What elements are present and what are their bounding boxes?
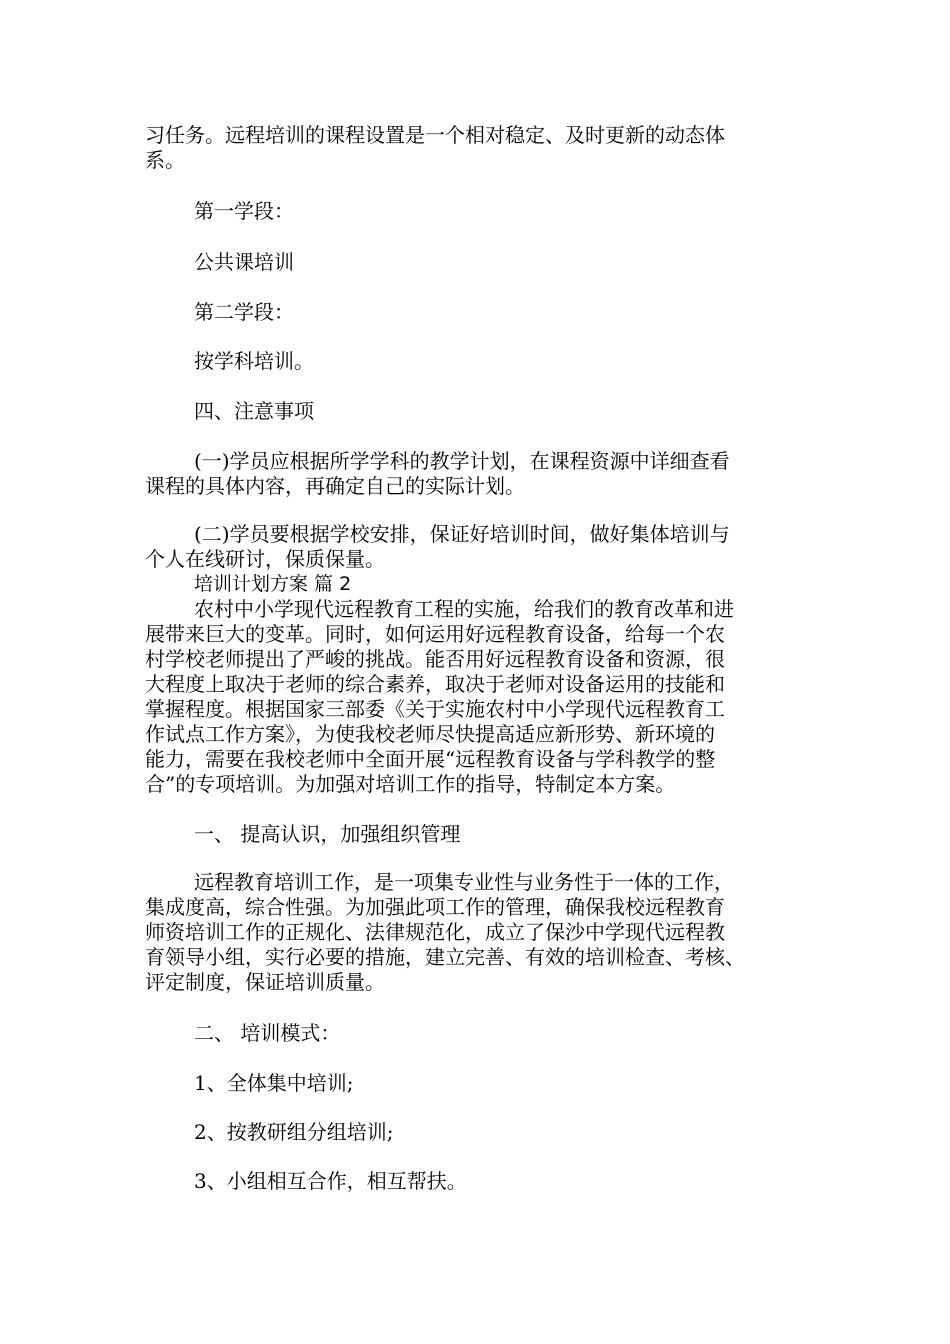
paragraph-line: 农村中小学现代远程教育工程的实施，给我们的教育改革和进 bbox=[194, 597, 734, 621]
paragraph-line: 系。 bbox=[145, 148, 185, 172]
paragraph-line: 大程度上取决于老师的综合素养，取决于老师对设备运用的技能和 bbox=[145, 672, 725, 696]
section-label: 第二学段： bbox=[194, 300, 294, 324]
paragraph-line: 习任务。远程培训的课程设置是一个相对稳定、及时更新的动态体 bbox=[145, 123, 725, 147]
paragraph-line: 合”的专项培训。为加强对培训工作的指导，特制定本方案。 bbox=[145, 772, 676, 796]
section-heading: 一、 提高认识，加强组织管理 bbox=[194, 822, 461, 846]
paragraph-line: 育领导小组，实行必要的措施，建立完善、有效的培训检查、考核、 bbox=[145, 945, 745, 969]
list-item: 2、按教研组分组培训; bbox=[194, 1120, 394, 1144]
article-title: 培训计划方案 篇 2 bbox=[194, 573, 352, 595]
list-item: 1、全体集中培训; bbox=[194, 1071, 354, 1095]
paragraph-line: 能力，需要在我校老师中全面开展“远程教育设备与学科教学的整 bbox=[145, 747, 716, 771]
paragraph-line: 集成度高，综合性强。为加强此项工作的管理，确保我校远程教育 bbox=[145, 895, 725, 919]
list-item: 3、小组相互合作，相互帮扶。 bbox=[194, 1169, 467, 1193]
paragraph-line: 远程教育培训工作，是一项集专业性与业务性于一体的工作， bbox=[194, 870, 734, 894]
paragraph-line: 掌握程度。根据国家三部委《关于实施农村中小学现代远程教育工 bbox=[145, 697, 725, 721]
section-heading: 二、 培训模式： bbox=[194, 1021, 341, 1045]
paragraph-line: 课程的具体内容，再确定自己的实际计划。 bbox=[145, 474, 525, 498]
paragraph-line: 作试点工作方案》，为使我校老师尽快提高适应新形势、新环境的 bbox=[145, 722, 715, 746]
paragraph-line: 师资培训工作的正规化、法律规范化，成立了保沙中学现代远程教 bbox=[145, 920, 725, 944]
paragraph-line: (二)学员要根据学校安排，保证好培训时间，做好集体培训与 bbox=[194, 522, 730, 546]
paragraph-line: 展带来巨大的变革。同时，如何运用好远程教育设备，给每一个农 bbox=[145, 622, 725, 646]
paragraph-line: 公共课培训 bbox=[194, 250, 294, 274]
paragraph-line: (一)学员应根据所学学科的教学计划，在课程资源中详细查看 bbox=[194, 449, 730, 473]
paragraph-line: 个人在线研讨，保质保量。 bbox=[145, 547, 385, 571]
paragraph-line: 按学科培训。 bbox=[194, 349, 314, 373]
section-heading: 四、注意事项 bbox=[194, 399, 314, 423]
paragraph-line: 村学校老师提出了严峻的挑战。能否用好远程教育设备和资源，很 bbox=[145, 647, 725, 671]
paragraph-line: 评定制度，保证培训质量。 bbox=[145, 970, 385, 994]
section-label: 第一学段： bbox=[194, 199, 294, 223]
